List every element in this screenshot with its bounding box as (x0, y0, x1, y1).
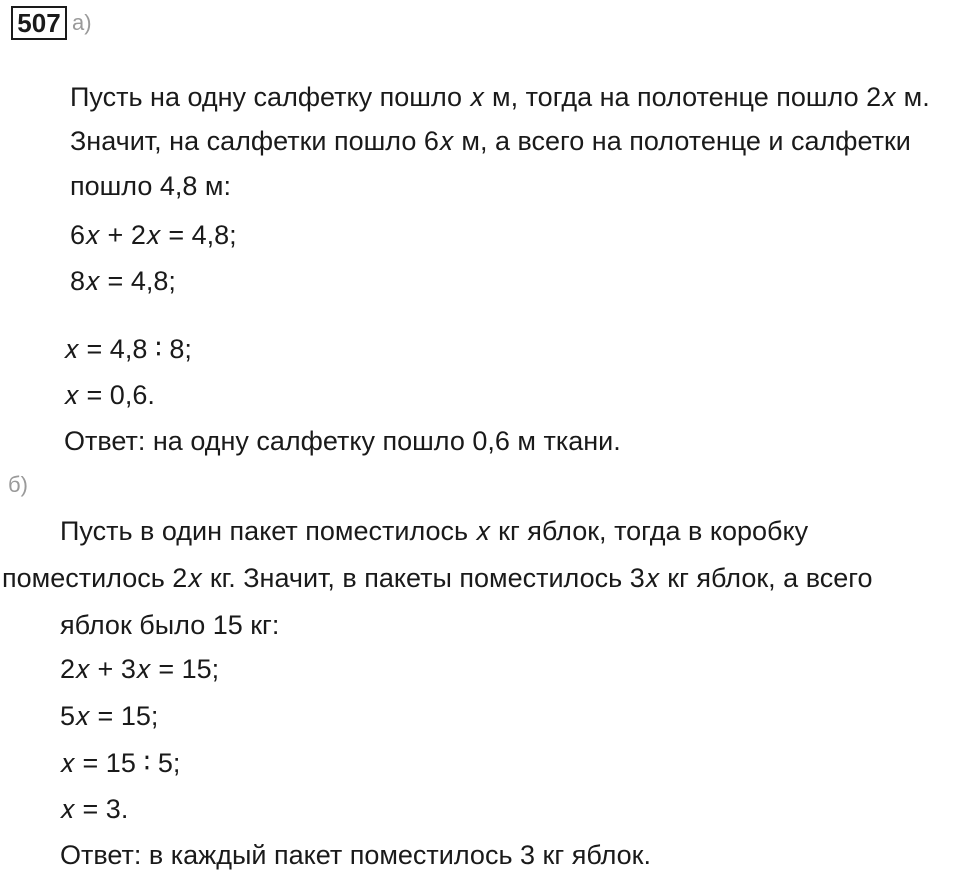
part-b-answer: Ответ: в каждый пакет поместилось 3 кг яблок. (60, 840, 651, 870)
part-a-answer: Ответ: на одну салфетку пошло 0,6 м ткани. (64, 426, 621, 456)
part-a-equation-1: 6𝑥 + 2𝑥 = 4,8; (70, 220, 237, 250)
part-b-line-1: Пусть в один пакет поместилось 𝑥 кг яблок, тогда в коробку (60, 516, 809, 546)
part-a-line-3: пошло 4,8 м: (70, 171, 231, 201)
part-b-equation-2: 5𝑥 = 15; (60, 701, 159, 731)
part-b-equation-3: 𝑥 = 15 ∶ 5; (60, 748, 181, 778)
part-b-line-3: яблок было 15 кг: (60, 610, 280, 640)
part-a-equation-4: 𝑥 = 0,6. (64, 380, 155, 410)
part-a-line-2: Значит, на салфетки пошло 6𝑥 м, а всего на полотенце и салфетки (70, 126, 911, 156)
part-b-equation-4: 𝑥 = 3. (60, 794, 129, 824)
part-a-equation-3: 𝑥 = 4,8 ∶ 8; (64, 334, 192, 364)
part-a-label: а) (72, 10, 92, 35)
part-a-equation-2: 8𝑥 = 4,8; (70, 266, 176, 296)
part-b-label: б) (8, 472, 28, 497)
part-b-equation-1: 2𝑥 + 3𝑥 = 15; (60, 654, 220, 684)
problem-number: 507 (11, 6, 67, 40)
part-a-line-1: Пусть на одну салфетку пошло 𝑥 м, тогда на полотенце пошло 2𝑥 м. (70, 82, 930, 112)
part-b-line-2: поместилось 2𝑥 кг. Значит, в пакеты поместилось 3𝑥 кг яблок, а всего (2, 563, 873, 593)
